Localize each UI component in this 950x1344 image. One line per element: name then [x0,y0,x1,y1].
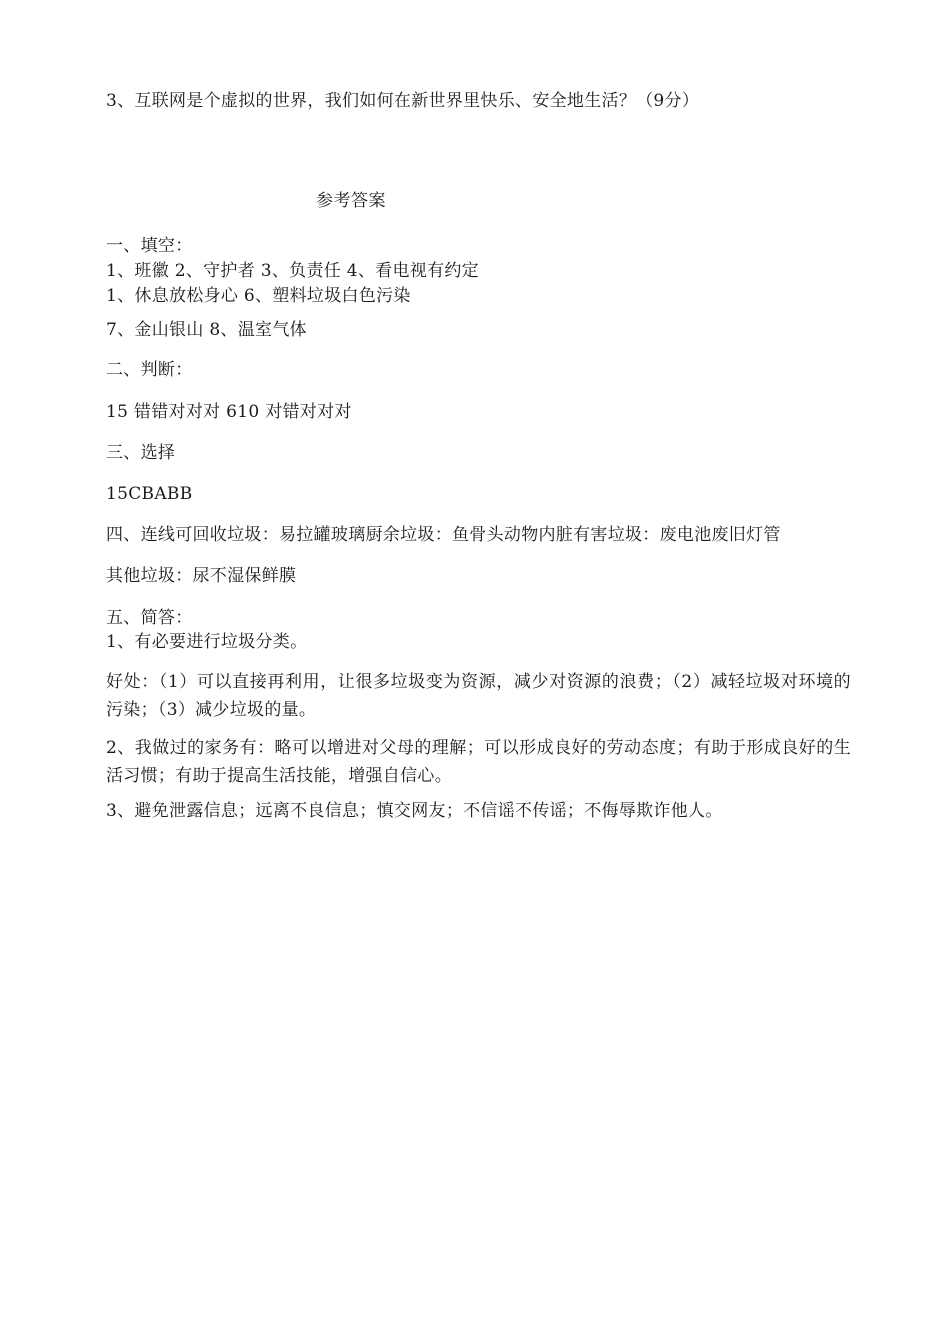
section-5-answer-3: 3、避免泄露信息；远离不良信息；慎交网友；不信谣不传谣；不侮辱欺诈他人。 [106,801,723,821]
section-5-answer-2: 2、我做过的家务有：略可以增进对父母的理解；可以形成良好的劳动态度；有助于形成良好的生活习惯；有助于提高生活技能，增强自信心。 [106,738,851,786]
section-1-line-3: 7、金山银山 8、温室气体 [106,320,307,340]
section-2-heading: 二、判断： [106,360,193,380]
section-3-heading: 三、选择 [106,443,176,463]
section-5-heading: 五、简答： [106,608,193,628]
section-3-line-1: 15CBABB [106,484,193,504]
section-2-line-1: 15 错错对对对 610 对错对对对 [106,402,352,422]
section-1-line-2: 1、休息放松身心 6、塑料垃圾白色污染 [106,286,411,306]
section-5-answer-1: 1、有必要进行垃圾分类。 [106,632,308,652]
question-3: 3、互联网是个虚拟的世界，我们如何在新世界里快乐、安全地生活？（9分） [106,91,700,111]
section-4-line-1: 四、连线可回收垃圾：易拉罐玻璃厨余垃圾：鱼骨头动物内脏有害垃圾：废电池废旧灯管 [106,525,781,545]
section-4-line-2: 其他垃圾：尿不湿保鲜膜 [106,566,297,586]
section-1-line-1: 1、班徽 2、守护者 3、负责任 4、看电视有约定 [106,261,479,281]
answer-key-title: 参考答案 [316,191,386,211]
section-1-heading: 一、填空： [106,236,193,256]
section-5-answer-1-benefits: 好处：（1）可以直接再利用，让很多垃圾变为资源，减少对资源的浪费；（2）减轻垃圾对环境的污染；（3）减少垃圾的量。 [106,672,851,720]
